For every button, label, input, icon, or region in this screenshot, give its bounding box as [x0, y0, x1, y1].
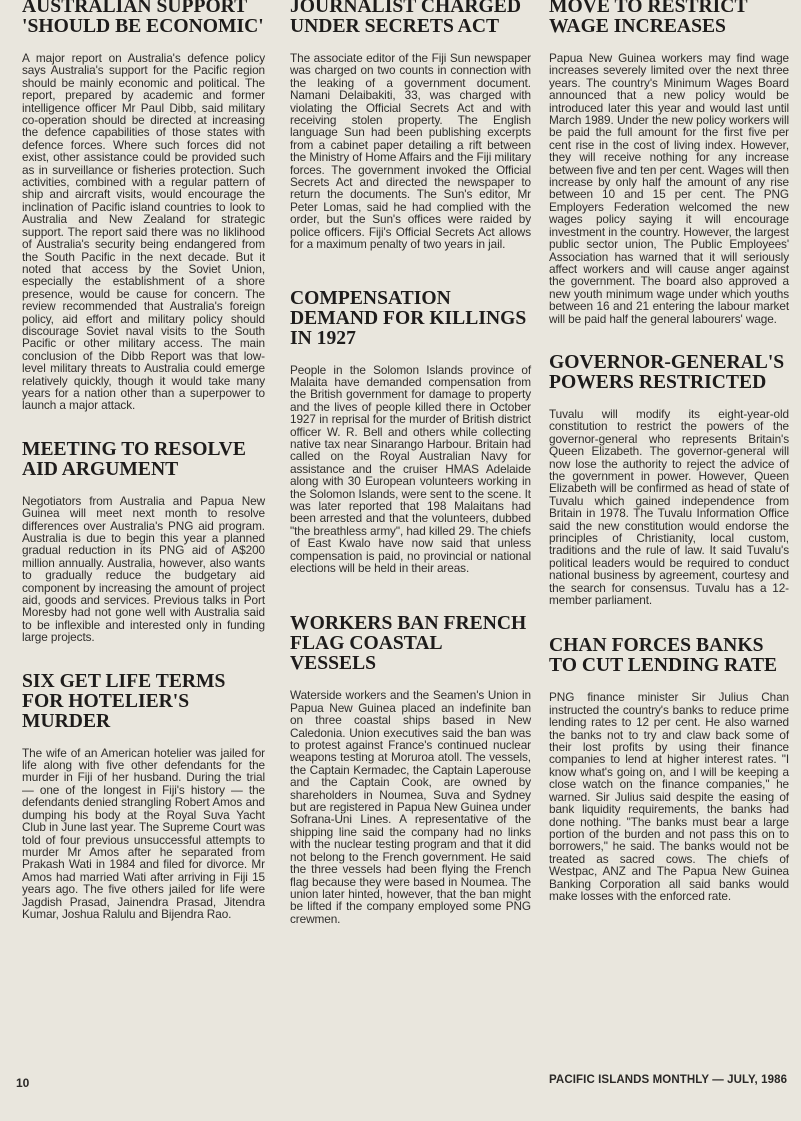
article-workers-ban — [290, 614, 531, 925]
article-australian-support — [22, 0, 265, 412]
column-left — [22, 0, 265, 920]
article-meeting-aid — [22, 440, 265, 644]
column-middle — [290, 0, 531, 925]
article-body: Tuvalu will modify its eight-year-old constitution to restrict the powers of the governor-general who represents Britain's Queen Elizabeth. The governor-general will now lose the authority to reject the advice of the government in power. However, Queen Elizabeth will be confirmed as head of state of Tuvalu which gained independence from Britain in 1978. The Tuvalu Information Office said the new constitution would endorse the principles of Christianity, local custom, traditions and the rule of law. It said Tuvalu's political leaders would be required to conduct national business by agreement, courtesy and the search for consensus. Tuvalu has a 12-member parliament. — [549, 406, 789, 608]
article-body: Papua New Guinea workers may find wage increases severely limited over the next three years. The country's Minimum Wages Board announced that a new policy would be introduced later this year and would last until March 1989. Under the new policy workers will be paid the full amount for the first five per cent rise in the cost of living index. However, they will receive nothing for any increase between five and ten per cent. Wages will then increase by only half the amount of any rise between 10 and 15 per cent. The PNG Employers Federation welcomed the new wages policy saying it will encourage investment in the country. However, the largest public sector union, The Public Employees' Association has warned that it will seriously affect workers and will cause anger against the government. The board also approved a new youth minimum wage under which youths between 16 and 21 entering the labour market will be paid half the general labourers' wage. — [549, 51, 789, 326]
article-headline: MOVE TO RESTRICT WAGE INCREASES — [549, 0, 748, 37]
article-body: Negotiators from Australia and Papua New Guinea will meet next month to resolve differences over Australia's PNG aid program. Australia is due to begin this year a planned gradual reduction in its PNG aid of A$200 million annually. Australia, however, also wants to gradually reduce the budgetary aid component by increasing the amount of project aid, goods and services. Previous talks in Port Moresby had not gone well with Australia said to be inflexible and interested only in funding large projects. — [22, 493, 265, 645]
article-body: People in the Solomon Islands province of Malaita have demanded compensation from the British government for damage to property and the lives of people killed there in October 1927 in reprisal for the murder of British district officer W. R. Bell and others while collecting native tax near Sinarango Harbour. Britain had called on the Royal Australian Navy for assistance and the cruiser HMAS Adelaide along with 30 European volunteers working in the Solomon Islands, were sent to the scene. It was later reported that 198 Malaitans had been arrested and that the volunteers, dubbed "the breathless army", had killed 29. The chiefs of East Kwalo have now said that unless compensation is paid, no provincial or national elections will be held in their areas. — [290, 362, 531, 575]
running-footer: PACIFIC ISLANDS MONTHLY — JULY, 1986 — [549, 1074, 788, 1086]
article-body: The associate editor of the Fiji Sun newspaper was charged on two counts in connection with the leaking of a government document. Namani Delaibakiti, 33, was charged with violating the Official Secrets Act and with receiving stolen property. The English language Sun had been publishing excerpts from a cabinet paper detailing a rift between the Ministry of Home Affairs and the Fiji military forces. The government invoked the Official Secrets Act and directed the newspaper to return the documents. The Sun's editor, Mr Peter Lomas, said he had complied with the order, but the Sun's offices were raided by police officers. Fiji's Official Secrets Act allows for a maximum penalty of two years in jail. — [290, 51, 531, 252]
article-headline: JOURNALIST CHARGED UNDER SECRETS ACT — [290, 0, 521, 37]
page-number: 10 — [16, 1076, 30, 1090]
article-headline: CHAN FORCES BANKS TO CUT LENDING RATE — [549, 635, 778, 677]
article-headline: GOVERNOR-GENERAL'S POWERS RESTRICTED — [549, 351, 785, 393]
article-compensation-demand — [290, 289, 531, 575]
column-right — [549, 0, 789, 902]
article-headline: WORKERS BAN FRENCH FLAG COASTAL VESSELS — [290, 613, 527, 675]
article-body: The wife of an American hotelier was jailed for life along with five other defendants for the murder in Fiji of her husband. During the trial — one of the longest in Fiji's history — the defendants denied strangling Robert Amos and dumping his body at the Royal Suva Yacht Club in June last year. The Supreme Court was told of four previous unsuccessful attempts to murder Mr Amos after he separated from Prakash Wati in 1984 and filed for divorce. Mr Amos had married Wati after arriving in Fiji 15 years ago. The five others jailed for life were Jagdish Prasad, Jainendra Prasad, Jitendra Kumar, Joshua Ralulu and Bijendra Rao. — [22, 745, 265, 921]
article-headline: COMPENSATION DEMAND FOR KILLINGS IN 1927 — [290, 287, 527, 349]
article-headline: MEETING TO RESOLVE AID ARGUMENT — [22, 438, 246, 480]
article-body: PNG finance minister Sir Julius Chan instructed the country's banks to reduce prime lending rates to 12 per cent. He also warned the banks not to try and claw back some of their lost profits by using their finance companies to lend at higher interest rates. "I know what's going on, and I will be keeping a close watch on the finance companies," he warned. Sir Julius said despite the easing of bank liquidity requirements, the banks had done nothing. "The banks must bear a large portion of the burden and not pass this on to borrowers," he said. The banks would not be treated as sacred cows. The chiefs of Westpac, ANZ and The Papua New Guinea Banking Corporation all said banks would make losses with the enforced rate. — [549, 690, 789, 903]
article-life-terms — [22, 672, 265, 921]
article-chan-banks — [549, 636, 789, 902]
article-body: Waterside workers and the Seamen's Union in Papua New Guinea placed an indefinite ban on three coastal ships based in New Caledonia. Union executives said the ban was to protest against France's continued nuclear weapons testing at Moruroa atoll. The vessels, the Captain Kermadec, the Captain Laperouse and the Captain Cook, are owned by shareholders in Noumea, Suva and Sydney but are registered in Papua New Guinea under Sofrana-Uni Lines. A representative of the shipping line said the company had no links with the nuclear testing program and that it did not belong to the French government. He said the three vessels had been flying the French flag because they were based in Noumea. The union later hinted, however, that the ban might be lifted if the company employed some PNG crewmen. — [290, 688, 531, 926]
article-journalist-charged — [290, 0, 531, 251]
article-body: A major report on Australia's defence policy says Australia's support for the Pacific region should be mainly economic and political. The report, prepared by academic and former intelligence officer Mr Paul Dibb, said military co-operation should be directed at increasing the defence capabilities of those states with defence forces. Where such forces did not exist, other assistance could be provided such as in surveillance or fisheries protection. Such activities, combined with a regular pattern of ship and aircraft visits, would encourage the inclination of Pacific island countries to look to Australia and New Zealand for strategic support. The report said there was no liklihood of Australia's security being endangered from the South Pacific in the next decade. But it noted that access by the Soviet Union, especially the establishment of a shore presence, would be cause for concern. The review recommended that Australia's foreign policy, aid effort and military policy should discourage Soviet naval visits to the South Pacific or other military access. The main conclusion of the Dibb Report was that low-level military threats to Australia could emerge relatively quickly, though it would take many years for a nation other than a superpower to launch a major attack. — [22, 51, 265, 413]
article-wage-increases — [549, 0, 789, 325]
article-headline: AUSTRALIAN SUPPORT 'SHOULD BE ECONOMIC' — [22, 0, 264, 37]
article-governor-general — [549, 353, 789, 607]
article-headline: SIX GET LIFE TERMS FOR HOTELIER'S MURDER — [22, 670, 226, 732]
